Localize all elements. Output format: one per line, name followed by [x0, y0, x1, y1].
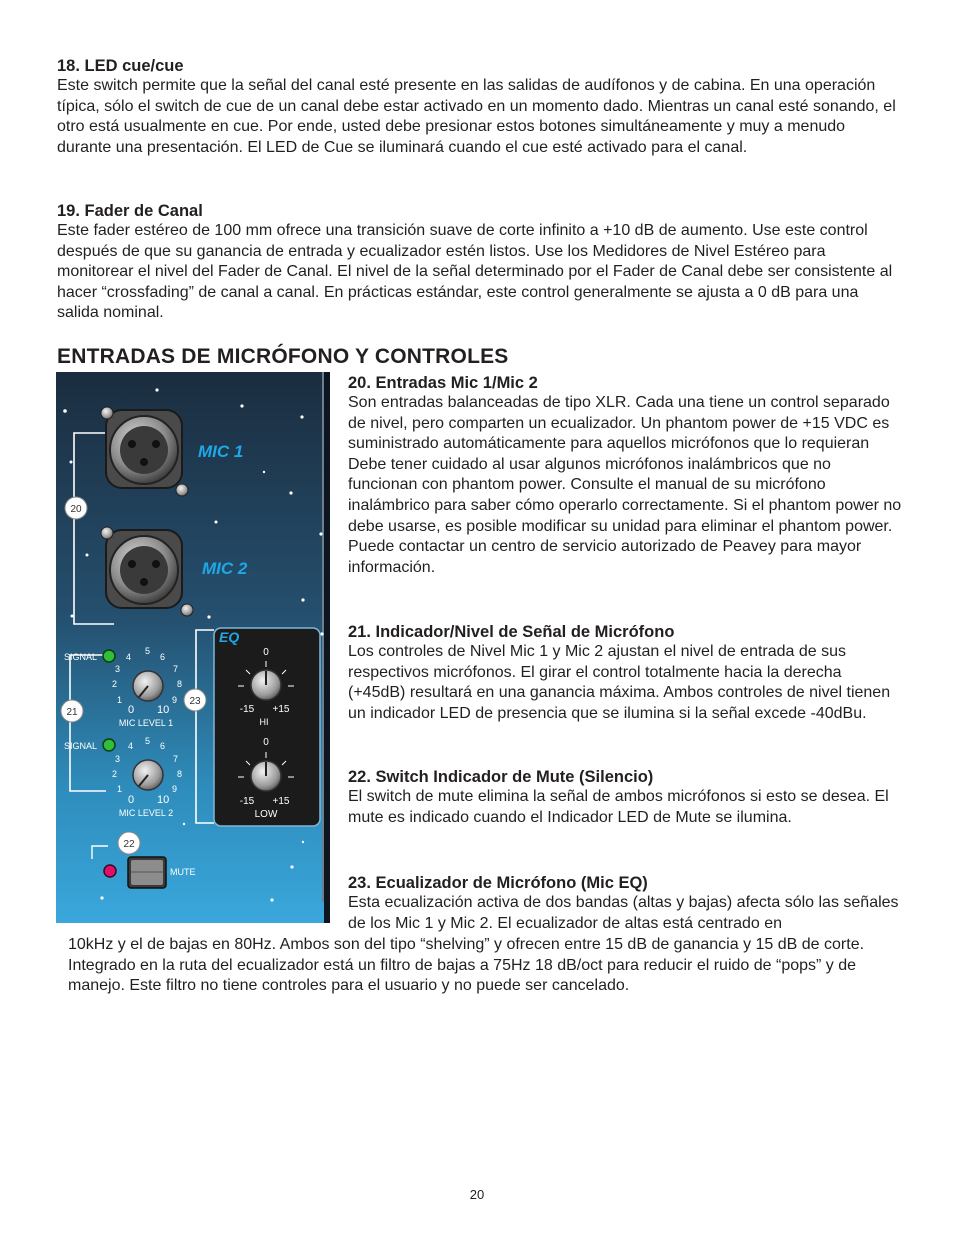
signal-2-led: [103, 739, 115, 751]
svg-text:8: 8: [177, 769, 183, 779]
eq-hi-knob[interactable]: [251, 670, 281, 700]
section-22: [348, 767, 903, 828]
eq-low-knob[interactable]: [251, 761, 281, 791]
mute-switch[interactable]: [128, 857, 166, 888]
svg-text:6: 6: [160, 741, 166, 751]
section-22-title: 22. Switch Indicador de Mute (Silencio): [348, 768, 654, 786]
section-23: [348, 873, 903, 934]
svg-text:9: 9: [172, 695, 178, 705]
svg-text:0: 0: [263, 737, 269, 748]
section-18-body: Este switch permite que la señal del canal esté presente en las salidas de audífonos y de cabina. En una operación típica, sólo el switch de cue de un canal debe estar activado en un momento dado. Mientras un canal esté sonando, el otro está usualmente en cue. Por ende, usted debe presionar estos botones simultáneamente y muy a menudo durante una presentación. El LED de Cue se iluminará cuando el cue esté activado para el canal.: [57, 77, 896, 156]
page-number: 20: [469, 1187, 485, 1202]
callout-23: [184, 689, 206, 711]
section-23-body-a: Esta ecualización activa de dos bandas (altas y bajas) afecta sólo las señales de los Mic 1 y Mic 2. El ecualizador de altas está centrado en: [348, 894, 899, 932]
section-18: [57, 56, 902, 158]
section-18-title: 18. LED cue/cue: [57, 57, 184, 75]
svg-text:20: 20: [70, 504, 82, 515]
svg-text:21: 21: [66, 707, 78, 718]
signal-1-label: SIGNAL: [64, 652, 98, 662]
section-20-title: 20. Entradas Mic 1/Mic 2: [348, 374, 538, 392]
section-23-body-b: 10kHz y el de bajas en 80Hz. Ambos son del tipo “shelving” y ofrecen entre 15 dB de ganancia y 15 dB de corte. Integrado en la ruta del ecualizador está un filtro de bajas a 75Hz 18 dB/oct para reducir el ruido de “pops” y de manejo. Este filtro no tiene controles para el usuario y no puede ser cancelado.: [68, 936, 865, 995]
signal-1-led: [103, 650, 115, 662]
section-20-body: Son entradas balanceadas de tipo XLR. Cada una tiene un control separado de nivel, pero comparten un ecualizador. Un phantom power de +15 VDC es suministrado automáticamente para aquellos micrófonos que lo requieran Debe tener cuidado al usar algunos micrófonos inalámbricos que no funcionan con phantom power. Consulte el manual de su micrófono inalámbrico para saber cómo operarlo correctamente. Si el phantom power no debe usarse, es posible modificar su unidad para eliminar el phantom power. Puede contactar un centro de servicio autorizado de Peavey para mayor información.: [348, 394, 902, 576]
section-heading-text: ENTRADAS DE MICRÓFONO Y CONTROLES: [57, 345, 509, 368]
section-20: [348, 373, 903, 578]
section-heading: [57, 345, 509, 369]
svg-text:+15: +15: [272, 704, 290, 715]
section-21: [348, 622, 903, 724]
mic-level-2-knob[interactable]: [133, 760, 163, 790]
svg-text:6: 6: [160, 652, 166, 662]
svg-text:4: 4: [126, 652, 132, 662]
mic-panel-illustration: [56, 372, 330, 923]
svg-text:22: 22: [123, 839, 135, 850]
svg-text:-15: -15: [239, 704, 255, 715]
svg-text:0: 0: [263, 647, 269, 658]
mic-2-label: MIC 2: [202, 559, 248, 578]
eq-low-label: LOW: [254, 809, 278, 820]
svg-text:7: 7: [173, 664, 179, 674]
svg-text:-15: -15: [239, 796, 255, 807]
mic-level-1-label: MIC LEVEL 1: [118, 718, 174, 728]
mute-led: [104, 865, 116, 877]
callout-21: [61, 700, 83, 722]
svg-text:2: 2: [112, 769, 118, 779]
svg-text:10: 10: [157, 794, 170, 806]
section-19-body: Este fader estéreo de 100 mm ofrece una transición suave de corte infinito a +10 dB de aumento. Use este control después de que su ganancia de entrada y ecualizador estén listos. Use los Medidores de Nivel Estéreo para monitorear el nivel del Fader de Canal. El nivel de la señal determinado por el Fader de Canal debe ser consistente al hacer “crossfading” de canal a canal. En prácticas estándar, este control generalmente se ajusta a 0 dB para una salida nominal.: [57, 222, 893, 322]
svg-text:5: 5: [145, 646, 151, 656]
mic-1-label: MIC 1: [198, 442, 244, 461]
eq-label: EQ: [219, 629, 240, 645]
section-19-title: 19. Fader de Canal: [57, 202, 203, 220]
svg-text:7: 7: [173, 754, 179, 764]
svg-text:10: 10: [157, 704, 170, 716]
mute-label: MUTE: [170, 867, 196, 877]
section-21-title: 21. Indicador/Nivel de Señal de Micrófono: [348, 623, 675, 641]
svg-text:0: 0: [128, 794, 135, 806]
svg-text:8: 8: [177, 679, 183, 689]
svg-text:4: 4: [128, 741, 134, 751]
section-23-title: 23. Ecualizador de Micrófono (Mic EQ): [348, 874, 648, 892]
mic-1-xlr-jack: [101, 407, 188, 496]
svg-text:9: 9: [172, 784, 178, 794]
svg-text:5: 5: [145, 736, 151, 746]
signal-2-label: SIGNAL: [64, 741, 98, 751]
svg-text:3: 3: [115, 754, 121, 764]
mic-level-2-label: MIC LEVEL 2: [118, 808, 174, 818]
section-19: [57, 201, 902, 324]
section-21-body: Los controles de Nivel Mic 1 y Mic 2 ajustan el nivel de entrada de sus respectivos micrófonos. El girar el control totalmente hacia la derecha (+45dB) resultará en una ganancia máxima. Ambos controles de nivel tienen un indicador LED de presencia que se ilumina si la señal excede -40dBu.: [348, 643, 891, 722]
svg-text:23: 23: [189, 696, 201, 707]
svg-text:0: 0: [128, 704, 135, 716]
eq-hi-label: HI: [259, 717, 269, 727]
svg-text:1: 1: [117, 784, 123, 794]
svg-text:3: 3: [115, 664, 121, 674]
mic-level-1-knob[interactable]: [133, 671, 163, 701]
callout-20: [65, 497, 87, 519]
svg-text:+15: +15: [272, 796, 290, 807]
callout-22: [118, 832, 140, 854]
section-23-continued: [68, 935, 903, 997]
mic-2-xlr-jack: [101, 527, 193, 616]
section-22-body: El switch de mute elimina la señal de ambos micrófonos si esto se desea. El mute es indicado cuando el Indicador LED de Mute se ilumina.: [348, 788, 889, 826]
svg-text:1: 1: [117, 695, 123, 705]
svg-text:2: 2: [112, 679, 118, 689]
